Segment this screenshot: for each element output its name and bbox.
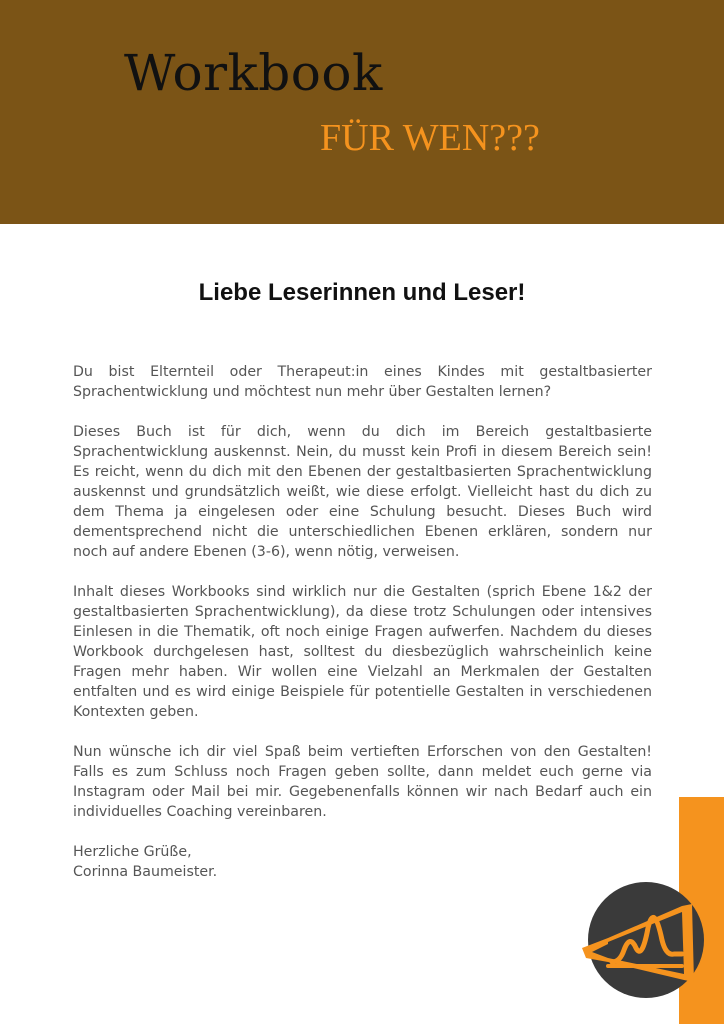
paragraph-intro: Du bist Elternteil oder Therapeut:in eines Kindes mit gestaltbasierter Sprachentwicklung und möchtest nun mehr über Gestalten lernen?	[73, 364, 652, 400]
page-subtitle: FÜR WEN???	[320, 117, 540, 159]
paragraph-closing: Nun wünsche ich dir viel Spaß beim vertieften Erforschen von den Gestalten! Falls es zum Schluss noch Fragen geben sollte, dann meldet euch gerne via Instagram oder Mail bei mir. Gegebenenfalls können wir nach Bedarf auch ein individuelles Coaching vereinbaren.	[73, 744, 652, 820]
greeting-heading: Liebe Leserinnen und Leser!	[198, 279, 526, 306]
megaphone-logo-icon	[578, 882, 712, 998]
body-text	[73, 362, 652, 882]
paragraph-content: Inhalt dieses Workbooks sind wirklich nur die Gestalten (sprich Ebene 1&2 der gestaltbasierten Sprachentwicklung), da diese trotz Schulungen oder intensives Einlesen in die Thematik, oft noch einige Fragen aufwerfen. Nachdem du dieses Workbook durchgelesen hast, solltest du diesbezüglich wahrscheinlich keine Fragen mehr haben. Wir wollen eine Vielzahl an Merkmalen der Gestalten entfalten und es wird einige Beispiele für potentielle Gestalten in verschiedenen Kontexten geben.	[73, 584, 652, 720]
signoff-author: Corinna Baumeister.	[73, 864, 218, 880]
page-title: Workbook	[124, 44, 383, 102]
signoff	[73, 842, 652, 882]
paragraph-audience: Dieses Buch ist für dich, wenn du dich im Bereich gestaltbasierte Sprachentwicklung auskennst. Nein, du musst kein Profi in diesem Bereich sein! Es reicht, wenn du dich mit den Ebenen der gestaltbasierten Sprachentwicklung auskennst und grundsätzlich weißt, wie diese erfolgt. Vielleicht hast du dich zu dem Thema ja eingelesen oder eine Schulung besucht. Dieses Buch wird dementsprechend nicht die unterschiedlichen Ebenen erklären, sondern nur noch auf andere Ebenen (3-6), wenn nötig, verweisen.	[73, 424, 652, 560]
header-banner	[0, 0, 724, 224]
signoff-greeting: Herzliche Grüße,	[73, 844, 192, 860]
